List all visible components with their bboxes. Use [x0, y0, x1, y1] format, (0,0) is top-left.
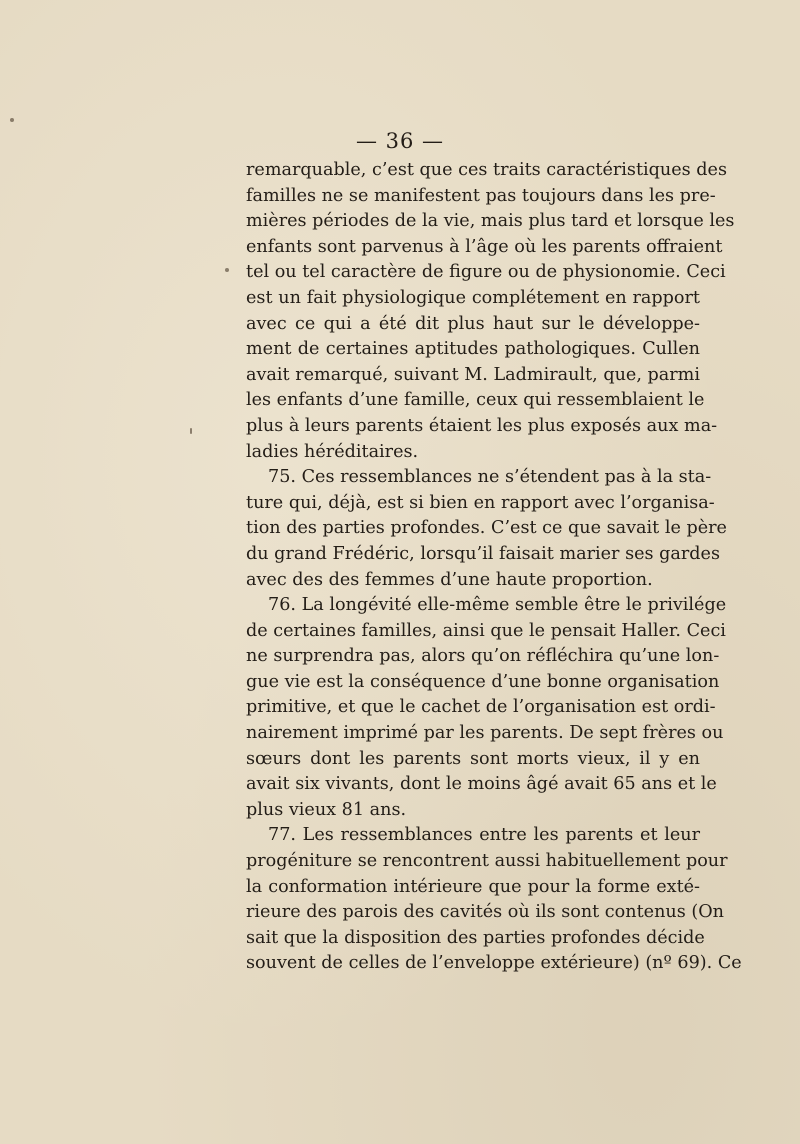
text-line: avec ce qui a été dit plus haut sur le développe- — [246, 313, 700, 334]
text-line: ladies héréditaires. — [246, 441, 419, 462]
body-text — [246, 158, 742, 977]
text-line: primitive, et que le cachet de l’organisation est ordi- — [246, 697, 716, 718]
ink-speck — [10, 118, 14, 122]
text-line: sait que la disposition des parties profondes décide — [246, 927, 705, 948]
ink-speck — [225, 268, 229, 272]
text-line: avait six vivants, dont le moins âgé avait 65 ans et le — [246, 774, 717, 795]
text-line: gue vie est la conséquence d’une bonne organisation — [246, 671, 720, 692]
text-line: 75. Ces ressemblances ne s’étendent pas à la sta- — [268, 467, 712, 488]
text-line: sœurs dont les parents sont morts vieux, il y en — [246, 748, 700, 769]
text-line: est un fait physiologique complétement en rapport — [246, 287, 700, 308]
text-line: ture qui, déjà, est si bien en rapport avec l’organisa- — [246, 492, 715, 513]
text-line: remarquable, c’est que ces traits caractéristiques des — [246, 160, 727, 180]
text-line: plus vieux 81 ans. — [246, 799, 407, 820]
text-line: tel ou tel caractère de figure ou de physionomie. Ceci — [246, 262, 726, 283]
text-line: avec des des femmes d’une haute proportion. — [246, 569, 653, 590]
text-line: familles ne se manifestent pas toujours dans les pre- — [246, 185, 716, 206]
text-line: avait remarqué, suivant M. Ladmirault, que, parmi — [246, 364, 700, 385]
text-line: 77. Les ressemblances entre les parents et leur — [268, 825, 700, 846]
text-line: progéniture se rencontrent aussi habituellement pour — [246, 851, 728, 872]
text-line: enfants sont parvenus à l’âge où les parents offraient — [246, 236, 723, 257]
text-line: ne surprendra pas, alors qu’on réfléchira qu’une lon- — [246, 646, 720, 667]
text-line: plus à leurs parents étaient les plus exposés aux ma- — [246, 415, 718, 436]
text-line: souvent de celles de l’enveloppe extérieure) (nº 69). Ce — [246, 953, 742, 974]
text-line: de certaines familles, ainsi que le pensait Haller. Ceci — [246, 620, 726, 641]
text-line: tion des parties profondes. C’est ce que savait le père — [246, 518, 727, 539]
text-line: du grand Frédéric, lorsqu’il faisait marier ses gardes — [246, 543, 720, 564]
text-line: rieure des parois des cavités où ils sont contenus (On — [246, 902, 724, 923]
text-line: la conformation intérieure que pour la forme exté- — [246, 876, 700, 897]
text-line: 76. La longévité elle-même semble être le privilége — [268, 595, 727, 616]
ink-speck — [190, 428, 192, 434]
page-number: — 36 — — [355, 129, 445, 153]
text-line: les enfants d’une famille, ceux qui ressemblaient le — [246, 390, 705, 411]
text-line: ment de certaines aptitudes pathologiques. Cullen — [246, 339, 700, 360]
text-line: mières périodes de la vie, mais plus tard et lorsque les — [246, 211, 735, 232]
text-line: nairement imprimé par les parents. De sept frères ou — [246, 723, 724, 744]
